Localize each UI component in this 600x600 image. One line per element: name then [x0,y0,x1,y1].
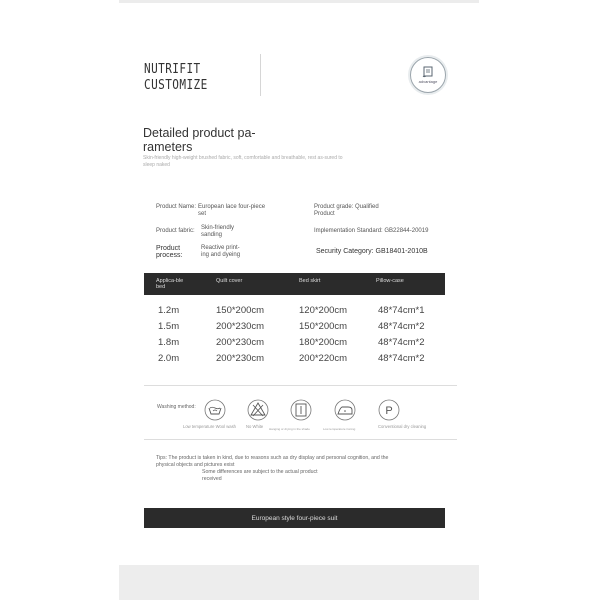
cell-skirt: 180*200cm [299,337,348,348]
product-name-label: Product Name: [156,204,197,210]
brand-divider [260,54,261,96]
scroll-icon [421,66,435,78]
product-fabric-value: Skin-friendly sanding [201,225,235,238]
bottom-band [119,565,479,600]
product-name-value: European lace four-piece set [198,204,266,217]
section-title: Detailed product pa-rameters [143,126,256,154]
washing-label: Washing method: [157,404,196,410]
product-process-value: Reactive print-ing and dyeing [201,245,241,258]
footer-banner [144,508,445,528]
cell-bed: 1.8m [158,337,180,348]
cell-pillow: 48*74cm*2 [378,321,425,332]
divider-rule [144,439,457,440]
cell-bed: 1.5m [158,321,180,332]
product-grade: Product grade: Qualified Product [314,204,379,217]
cell-pillow: 48*74cm*1 [378,305,425,316]
header-pillow: Pillow-case [376,278,404,284]
brand-line-2: CUSTOMIZE [144,78,208,93]
size-table-header [144,273,445,295]
advantage-badge [410,57,446,93]
tips-note: Some differences are subject to the actual product received [202,469,318,482]
cell-skirt: 150*200cm [299,321,348,332]
svg-text:P: P [385,405,393,417]
wool-wash-icon [204,399,226,421]
cell-quilt: 150*200cm [216,305,265,316]
no-bleach-icon [247,399,269,421]
cell-quilt: 200*230cm [216,321,265,332]
cell-pillow: 48*74cm*2 [378,353,425,364]
security-category: Security Category: GB18401-2010B [316,248,428,255]
implementation-standard: Implementation Standard: GB22844-20019 [314,228,429,234]
shade-dry-icon [290,399,312,421]
tips-text: Tips: The product is taken in kind, due to reasons such as dry display and personal cognition, and the physical objects and pictures exist [156,455,389,468]
brand-logo [144,62,208,94]
header-quilt: Quilt cover [216,278,243,284]
dry-clean-icon [378,399,400,421]
cell-skirt: 200*220cm [299,353,348,364]
brand-line-1: NUTRIFIT [144,62,201,77]
top-band [119,0,479,3]
product-fabric-label: Product fabric: [156,228,195,234]
caption-dry-clean: Conventional dry cleaning [378,424,427,429]
section-subtitle: Skin-friendly high-weight brushed fabric, soft, comfortable and breathable, rest as-sured to sleep naked [143,155,343,168]
cell-skirt: 120*200cm [299,305,348,316]
caption-low-iron: Low temperature ironing [323,427,356,431]
caption-wool-wash: Low temperature Wool wash [183,424,236,429]
low-iron-icon [334,399,356,421]
cell-bed: 2.0m [158,353,180,364]
cell-bed: 1.2m [158,305,180,316]
cell-quilt: 200*230cm [216,353,265,364]
cell-pillow: 48*74cm*2 [378,337,425,348]
caption-no-white: No White [246,424,264,429]
product-process-label: Product process: [156,245,183,259]
table-row [144,337,445,353]
table-row [144,353,445,369]
table-row [144,305,445,321]
badge-label: advantage [418,79,438,84]
divider-rule [144,385,457,386]
footer-banner-text: European style four-piece suit [251,514,338,522]
cell-quilt: 200*230cm [216,337,265,348]
caption-shade-dry: Hanging or drying in the shade [269,427,310,431]
header-bed: Applica-ble bed [156,278,184,290]
header-skirt: Bed skirt [299,278,321,284]
table-row [144,321,445,337]
